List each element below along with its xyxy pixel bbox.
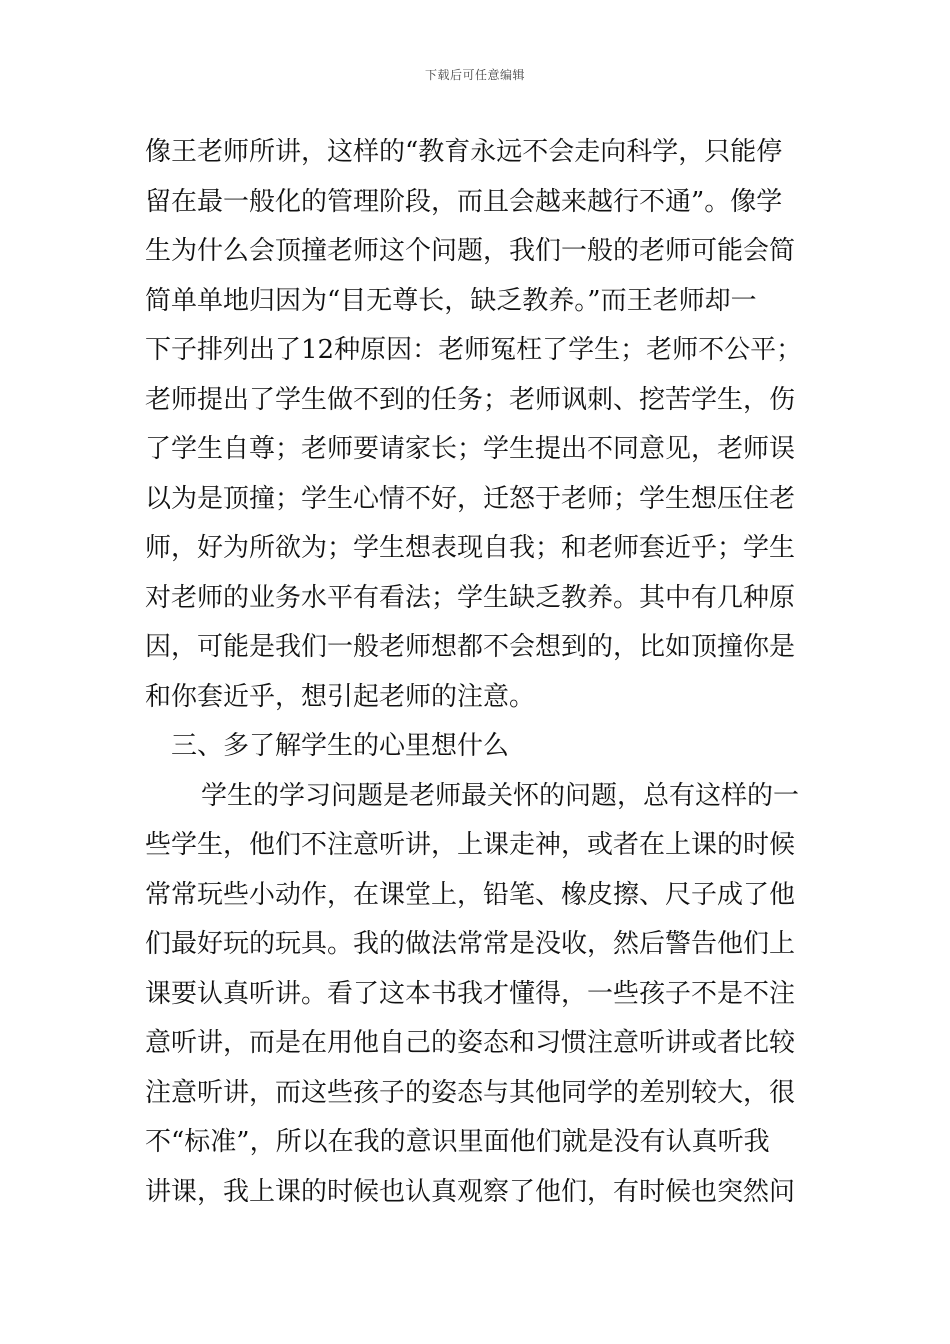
text-line: 生为什么会顶撞老师这个问题，我们一般的老师可能会简 [145, 236, 796, 266]
text-line: 常常玩些小动作，在课堂上，铅笔、橡皮擦、尺子成了他 [145, 879, 796, 910]
text-line: 注意听讲，而这些孩子的姿态与其他同学的差别较大，很 [145, 1077, 796, 1108]
text-line: 下子排列出了12种原因：老师冤枉了学生；老师不公平； [145, 335, 803, 365]
text-line: 和你套近乎，想引起老师的注意。 [145, 681, 536, 712]
paragraph-2 [145, 772, 815, 1218]
text-line: 像王老师所讲，这样的“教育永远不会走向科学，只能停 [145, 137, 783, 167]
text-line: 老师提出了学生做不到的任务；老师讽刺、挖苦学生，伤 [145, 384, 796, 415]
text-line: 讲课，我上课的时候也认真观察了他们，有时候也突然问 [145, 1176, 796, 1207]
text-line: 意听讲，而是在用他自己的姿态和习惯注意听讲或者比较 [145, 1028, 796, 1058]
text-line: 以为是顶撞；学生心情不好，迁怒于老师；学生想压住老 [145, 483, 796, 514]
text-line: 师，好为所欲为；学生想表现自我；和老师套近乎；学生 [145, 533, 796, 563]
text-line: 学生的学习问题是老师最关怀的问题，总有这样的一 [201, 780, 800, 811]
text-line: 因，可能是我们一般老师想都不会想到的，比如顶撞你是 [145, 632, 796, 662]
text-line: 了学生自尊；老师要请家长；学生提出不同意见，老师误 [145, 434, 796, 464]
section-heading: 三、多了解学生的心里想什么 [171, 731, 510, 761]
text-line: 们最好玩的玩具。我的做法常常是没收，然后警告他们上 [145, 929, 796, 959]
document-body [145, 128, 815, 1217]
text-line: 些学生，他们不注意听讲，上课走神，或者在上课的时候 [145, 830, 796, 860]
text-line: 课要认真听讲。看了这本书我才懂得，一些孩子不是不注 [145, 978, 796, 1009]
text-line: 简单单地归因为“目无尊长，缺乏教养。”而王老师却一 [145, 285, 757, 316]
text-line: 不“标准”，所以在我的意识里面他们就是没有认真听我 [145, 1127, 770, 1157]
text-line: 对老师的业务水平有看法；学生缺乏教养。其中有几种原 [145, 582, 796, 613]
text-line: 留在最一般化的管理阶段，而且会越来越行不通”。像学 [145, 186, 783, 217]
page-header: 下载后可任意编辑 [424, 68, 525, 82]
paragraph-1 [145, 128, 815, 722]
